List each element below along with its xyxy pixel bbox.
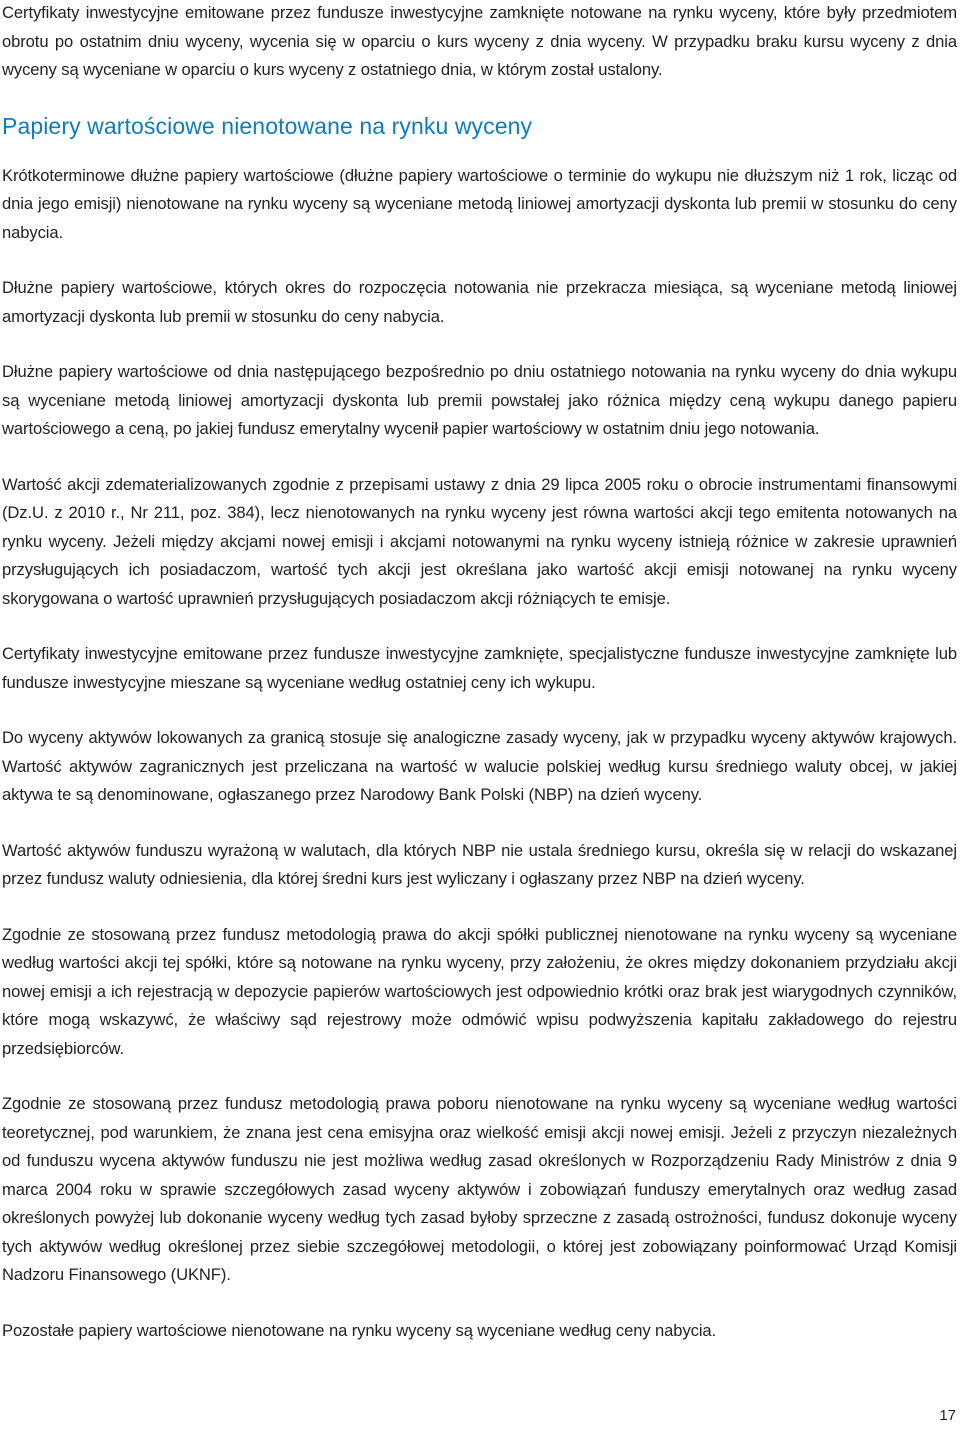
paragraph-other-securities: Pozostałe papiery wartościowe nienotowane na rynku wyceny są wyceniane według ceny nabycia. [2,1320,717,1340]
paragraph-debt-before-listing: Dłużne papiery wartościowe, których okres do rozpoczęcia notowania nie przekracza miesiąca, są wyceniane metodą liniowej amortyzacji dyskonta lub premii w stosunku do ceny nabycia. [2,278,957,326]
page-number: 17 [939,1407,956,1424]
section-heading: Papiery wartościowe nienotowane na rynku wyceny [2,112,533,139]
intro-paragraph: Certyfikaty inwestycyjne emitowane przez fundusze inwestycyjne zamknięte notowane na rynku wyceny, które były przedmiotem obrotu po ostatnim dniu wyceny, wycenia się w oparciu o kurs wyceny z dnia wyceny. W przypadku braku kursu wyceny z dnia wyceny są wyceniane w oparciu o kurs wyceny z ostatniego dnia, w którym został ustalony. [2,3,957,79]
paragraph-debt-after-last-listing: Dłużne papiery wartościowe od dnia następującego bezpośrednio po dniu ostatniego notowania na rynku wyceny do dnia wykupu są wyceniane metodą liniowej amortyzacji dyskonta lub premii powstałej jako różnica między ceną wykupu danego papieru wartościowego a ceną, po jakiej fundusz emerytalny wycenił papier wartościowy w ostatnim dniu jego notowania. [2,362,957,438]
paragraph-dematerialized-shares: Wartość akcji zdematerializowanych zgodnie z przepisami ustawy z dnia 29 lipca 2005 roku o obrocie instrumentami finansowymi (Dz.U. z 2010 r., Nr 211, poz. 384), lecz nienotowanych na rynku wyceny jest równa wartości akcji tego emitenta notowanych na rynku wyceny. Jeżeli między akcjami nowej emisji i akcjami notowanymi na rynku wyceny istnieją różnice w zakresie uprawnień przysługujących ich posiadaczom, wartość tych akcji jest określana jako wartość akcji emisji notowanej na rynku wyceny skorygowana o wartość uprawnień przysługujących posiadaczom akcji różniących te emisje. [2,474,957,608]
paragraph-investment-certificates: Certyfikaty inwestycyjne emitowane przez fundusze inwestycyjne zamknięte, specjalistyczne fundusze inwestycyjne zamknięte lub fundusze inwestycyjne mieszane są wyceniane według ostatniej ceny ich wykupu. [2,644,957,692]
paragraph-short-term-debt: Krótkoterminowe dłużne papiery wartościowe (dłużne papiery wartościowe o terminie do wykupu nie dłuższym niż 1 rok, licząc od dnia jego emisji) nienotowane na rynku wyceny są wyceniane metodą liniowej amortyzacji dyskonta lub premii w stosunku do ceny nabycia. [2,165,957,242]
paragraph-foreign-assets: Do wyceny aktywów lokowanych za granicą stosuje się analogiczne zasady wyceny, jak w przypadku wyceny aktywów krajowych. Wartość aktywów zagranicznych jest przeliczana na wartość w walucie polskiej według kursu średniego waluty obcej, w jakiej aktywa te są denominowane, ogłaszanego przez Narodowy Bank Polski (NBP) na dzień wyceny. [2,728,957,804]
paragraph-subscription-rights: Zgodnie ze stosowaną przez fundusz metodologią prawa poboru nienotowane na rynku wyceny są wyceniane według wartości teoretycznej, pod warunkiem, że znana jest cena emisyjna oraz wielkość emisji akcji nowej emisji. Jeżeli z przyczyn niezależnych od funduszu wycena aktywów funduszu nie jest możliwa według zasad określonych w Rozporządzeniu Rady Ministrów z dnia 9 marca 2004 roku w sprawie szczegółowych zasad wyceny aktywów i zobowiązań funduszy emerytalnych oraz według zasad określonych powyżej lub dokonanie wyceny według tych zasad byłoby sprzeczne z zasadą ostrożności, fundusz dokonuje wyceny tych aktywów według określonej przez siebie szczegółowej metodologii, o której jest zobowiązany poinformować Urząd Komisji Nadzoru Finansowego (UKNF). [2,1094,957,1284]
page-content [2,0,957,1345]
paragraph-rights-to-shares: Zgodnie ze stosowaną przez fundusz metodologią prawa do akcji spółki publicznej nienotowane na rynku wyceny są wyceniane według wartości akcji tej spółki, które są notowane na rynku wyceny, przy założeniu, że okres między dokonaniem przydziału akcji nowej emisji a ich rejestracją w depozycie papierów wartościowych jest odpowiednio krótki oraz brak jest wiarygodnych czynników, które mogą wskazywć, że właściwy sąd rejestrowy może odmówić wpisu podwyższenia kapitału zakładowego do rejestru przedsiębiorców. [2,924,957,1058]
paragraph-foreign-currency-assets: Wartość aktywów funduszu wyrażoną w walutach, dla których NBP nie ustala średniego kursu, określa się w relacji do wskazanej przez fundusz waluty odniesienia, dla której średni kurs jest wyliczany i ogłaszany przez NBP na dzień wyceny. [2,840,957,888]
